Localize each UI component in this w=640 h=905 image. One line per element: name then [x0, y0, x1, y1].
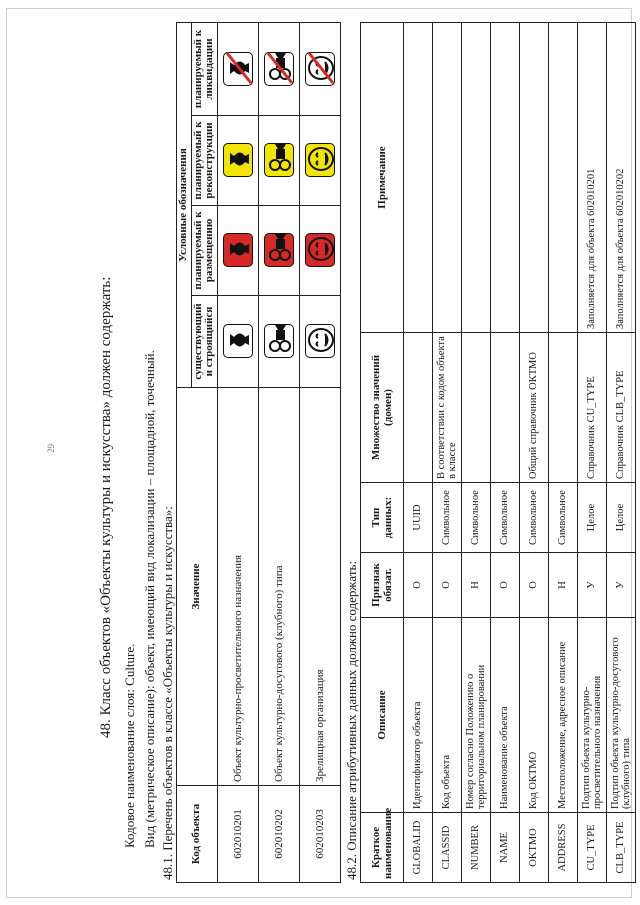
attr-description: Подтип объекта культурно-просветительного назначения [578, 618, 607, 813]
attr-description: Номер согласно Положению о территориальном планировании [462, 618, 491, 813]
object-code: 602010203 [299, 786, 340, 883]
attr-type: Целое [607, 483, 636, 553]
attr-type: Целое [578, 483, 607, 553]
vase-icon [223, 52, 253, 86]
film-camera-icon [264, 234, 294, 268]
objects-table-caption: 48.1. Перечень объектов в классе «Объекты культуры и искусства»: [160, 506, 175, 880]
attr-note [520, 23, 549, 333]
attr-name: NUMBER [462, 813, 491, 883]
theatre-mask-icon [305, 52, 335, 86]
attr-note [404, 23, 433, 333]
table-row [549, 23, 578, 883]
table-row [433, 23, 462, 883]
table-row [258, 23, 299, 883]
attr-note [491, 23, 520, 333]
header-data-type: Тип данных: [361, 483, 404, 553]
attributes-table-caption: 48.2. Описание атрибутивных данных должно содержать: [344, 560, 359, 880]
attr-domain: Справочник CLB_TYPE [607, 333, 636, 483]
attr-domain [549, 333, 578, 483]
attr-type: Символьное [549, 483, 578, 553]
attr-type: Символьное [491, 483, 520, 553]
attr-name: CLB_TYPE [607, 813, 636, 883]
attr-type: Символьное [520, 483, 549, 553]
vase-icon [223, 234, 253, 268]
attr-description: Подтип объекта культурно-досугового (клубного) типа [607, 618, 636, 813]
attr-note [433, 23, 462, 333]
table-row [520, 23, 549, 883]
attr-domain [462, 333, 491, 483]
object-value: Зрелищная организация [299, 388, 340, 786]
header-short-name: Краткое наименование [361, 813, 404, 883]
table-row [404, 23, 433, 883]
header-value: Значение [177, 388, 218, 786]
attr-description: Местоположение, адресное описание [549, 618, 578, 813]
header-existing: существующий и строящийся [191, 296, 217, 388]
geometry-text: Вид (метрическое описание): объект, имеющий вид локализации – площадной, точечный. [142, 350, 157, 848]
attr-name: ADDRESS [549, 813, 578, 883]
rotated-page [8, 8, 632, 888]
attr-domain: Общий справочник ОКТМО [520, 333, 549, 483]
attr-name: CU_TYPE [578, 813, 607, 883]
attr-name: CLASSID [433, 813, 462, 883]
attr-note [462, 23, 491, 333]
attr-note: Заполняется для объекта 602010202 [607, 23, 636, 333]
objects-table [176, 22, 341, 883]
object-code: 602010202 [258, 786, 299, 883]
theatre-mask-icon [305, 325, 335, 359]
theatre-mask-icon [305, 144, 335, 178]
header-code: Код объекта [177, 786, 218, 883]
attr-description: Код объекта [433, 618, 462, 813]
header-note: Примечание [361, 23, 404, 333]
attr-note [549, 23, 578, 333]
attr-type: Символьное [462, 483, 491, 553]
attr-domain [491, 333, 520, 483]
attributes-table [360, 22, 636, 883]
attr-domain [404, 333, 433, 483]
attr-type: Символьное [433, 483, 462, 553]
attr-mandatory: У [607, 553, 636, 618]
film-camera-icon [264, 144, 294, 178]
object-code: 602010201 [217, 786, 258, 883]
table-row [578, 23, 607, 883]
attr-mandatory: О [433, 553, 462, 618]
object-value: Объект культурно-досугового (клубного) типа [258, 388, 299, 786]
attr-mandatory: О [404, 553, 433, 618]
attr-mandatory: У [578, 553, 607, 618]
layer-code-text: Кодовое наименование слоя: Culture. [122, 643, 137, 848]
table-row [462, 23, 491, 883]
table-row [299, 23, 340, 883]
theatre-mask-icon [305, 234, 335, 268]
attr-mandatory: О [520, 553, 549, 618]
header-planned-reconstruct: планируемый к реконструкции [191, 116, 217, 206]
vase-icon [223, 325, 253, 359]
attr-description: Наименование объекта [491, 618, 520, 813]
header-planned-liquidate: планируемый к ликвидации [191, 23, 217, 116]
attr-domain: В соответствии с кодом объекта в классе [433, 333, 462, 483]
attr-description: Идентификатор объекта [404, 618, 433, 813]
header-domain: Множество значений (домен) [361, 333, 404, 483]
vase-icon [223, 144, 253, 178]
attr-mandatory: Н [462, 553, 491, 618]
film-camera-icon [264, 52, 294, 86]
film-camera-icon [264, 325, 294, 359]
attr-mandatory: Н [549, 553, 578, 618]
attr-mandatory: О [491, 553, 520, 618]
object-value: Объект культурно-просветительного назначения [217, 388, 258, 786]
header-mandatory: Признак обязат. [361, 553, 404, 618]
page-number: 29 [46, 444, 56, 453]
header-legend: Условные обозначения [177, 23, 192, 388]
attr-name: GLOBALID [404, 813, 433, 883]
header-planned-place: планируемый к размещению [191, 206, 217, 296]
attr-name: OKTMO [520, 813, 549, 883]
attr-description: Код ОКТМО [520, 618, 549, 813]
table-row [607, 23, 636, 883]
attr-domain: Справочник CU_TYPE [578, 333, 607, 483]
attr-note: Заполняется для объекта 602010201 [578, 23, 607, 333]
table-row [491, 23, 520, 883]
attr-type: UUID [404, 483, 433, 553]
section-heading: 48. Класс объектов «Объекты культуры и искусства» должен содержать: [98, 276, 114, 738]
table-row [217, 23, 258, 883]
attr-name: NAME [491, 813, 520, 883]
header-description: Описание [361, 618, 404, 813]
